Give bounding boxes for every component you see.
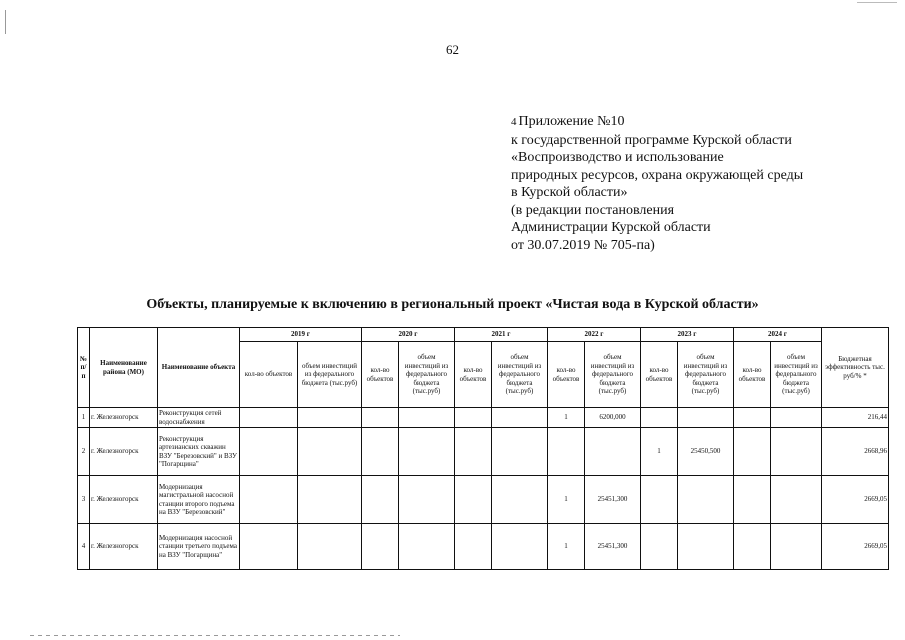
header-count-2020: кол-во объектов xyxy=(362,342,399,408)
appendix-line-8: от 30.07.2019 № 705-па) xyxy=(511,237,655,253)
row-count-2021 xyxy=(455,476,492,524)
row-invest-2023 xyxy=(678,408,734,428)
row-count-2024 xyxy=(734,428,771,476)
header-year-2019: 2019 г xyxy=(240,328,362,342)
row-count-2019 xyxy=(240,408,298,428)
row-num: 3 xyxy=(78,476,90,524)
header-count-2024: кол-во объектов xyxy=(734,342,771,408)
row-district: г. Железногорск xyxy=(90,408,158,428)
page-number: 62 xyxy=(446,42,459,57)
row-invest-2020 xyxy=(399,428,455,476)
row-invest-2019 xyxy=(298,524,362,570)
row-invest-2020 xyxy=(399,524,455,570)
row-count-2020 xyxy=(362,428,399,476)
header-efficiency: Бюджетная эффективность тыс. руб/% * xyxy=(822,328,889,408)
appendix-line-4: природных ресурсов, охрана окружающей среды xyxy=(511,167,804,183)
handwritten-mark: 4 xyxy=(511,116,517,128)
header-count-2021: кол-во объектов xyxy=(455,342,492,408)
row-district: г. Железногорск xyxy=(90,428,158,476)
header-year-2023: 2023 г xyxy=(641,328,734,342)
row-invest-2021 xyxy=(492,476,548,524)
row-invest-2019 xyxy=(298,428,362,476)
row-invest-2023: 25450,500 xyxy=(678,428,734,476)
row-count-2024 xyxy=(734,476,771,524)
table-row xyxy=(78,476,889,524)
row-invest-2024 xyxy=(771,428,822,476)
header-invest-2022: объем инвестиций из федерального бюджета (тыс.руб) xyxy=(585,342,641,408)
header-year-2020: 2020 г xyxy=(362,328,455,342)
scan-artifact-bottom xyxy=(30,635,400,636)
row-count-2021 xyxy=(455,428,492,476)
row-object: Модернизация магистральной насосной станции второго подъема на ВЗУ "Березовский" xyxy=(158,476,240,524)
table-row xyxy=(78,428,889,476)
table-row xyxy=(78,524,889,570)
row-count-2022: 1 xyxy=(548,476,585,524)
row-invest-2022: 25451,300 xyxy=(585,476,641,524)
row-count-2024 xyxy=(734,524,771,570)
row-district: г. Железногорск xyxy=(90,476,158,524)
table-row xyxy=(78,408,889,428)
row-count-2022 xyxy=(548,428,585,476)
appendix-line-6: (в редакции постановления xyxy=(511,202,675,218)
row-invest-2019 xyxy=(298,408,362,428)
row-count-2023 xyxy=(641,408,678,428)
row-invest-2022: 25451,300 xyxy=(585,524,641,570)
row-count-2019 xyxy=(240,428,298,476)
row-invest-2020 xyxy=(399,476,455,524)
row-invest-2020 xyxy=(399,408,455,428)
row-invest-2021 xyxy=(492,524,548,570)
row-count-2022: 1 xyxy=(548,408,585,428)
row-invest-2024 xyxy=(771,524,822,570)
header-object: Наименование объекта xyxy=(158,328,240,408)
scan-artifact-top xyxy=(857,2,897,3)
row-count-2023 xyxy=(641,524,678,570)
row-object: Реконструкция сетей водоснабжения xyxy=(158,408,240,428)
header-year-2024: 2024 г xyxy=(734,328,822,342)
row-count-2021 xyxy=(455,408,492,428)
row-invest-2024 xyxy=(771,408,822,428)
header-count-2023: кол-во объектов xyxy=(641,342,678,408)
appendix-line-7: Администрации Курской области xyxy=(511,220,711,235)
appendix-line-5: в Курской области» xyxy=(511,185,628,200)
row-efficiency: 2669,05 xyxy=(822,524,889,570)
row-invest-2022: 6200,000 xyxy=(585,408,641,428)
row-count-2019 xyxy=(240,524,298,570)
header-year-2022: 2022 г xyxy=(548,328,641,342)
row-invest-2024 xyxy=(771,476,822,524)
appendix-block xyxy=(511,113,803,254)
row-invest-2021 xyxy=(492,428,548,476)
row-object: Модернизация насосной станции третьего подъема на ВЗУ "Погарщина" xyxy=(158,524,240,570)
row-count-2020 xyxy=(362,408,399,428)
header-num: № п/п xyxy=(78,328,90,408)
row-count-2021 xyxy=(455,524,492,570)
row-efficiency: 2668,96 xyxy=(822,428,889,476)
row-count-2022: 1 xyxy=(548,524,585,570)
header-count-2019: кол-во объектов xyxy=(240,342,298,408)
header-district: Наименование района (МО) xyxy=(90,328,158,408)
row-count-2020 xyxy=(362,524,399,570)
appendix-line-2: к государственной программе Курской области xyxy=(511,132,792,148)
header-row-years xyxy=(78,328,889,342)
document-title: Объекты, планируемые к включению в региональный проект «Чистая вода в Курской области» xyxy=(146,297,759,312)
row-num: 4 xyxy=(78,524,90,570)
row-efficiency: 2669,05 xyxy=(822,476,889,524)
appendix-line-1: 4 Приложение №10 xyxy=(511,114,625,129)
row-num: 2 xyxy=(78,428,90,476)
header-invest-2024: объем инвестиций из федерального бюджета (тыс.руб) xyxy=(771,342,822,408)
header-invest-2021: объем инвестиций из федерального бюджета (тыс.руб) xyxy=(492,342,548,408)
row-invest-2023 xyxy=(678,476,734,524)
header-count-2022: кол-во объектов xyxy=(548,342,585,408)
header-invest-2019: объем инвестиций из федерального бюджета (тыс.руб) xyxy=(298,342,362,408)
row-invest-2023 xyxy=(678,524,734,570)
row-invest-2019 xyxy=(298,476,362,524)
row-efficiency: 216,44 xyxy=(822,408,889,428)
row-count-2024 xyxy=(734,408,771,428)
scan-artifact-left xyxy=(5,10,6,34)
row-invest-2022 xyxy=(585,428,641,476)
row-district: г. Железногорск xyxy=(90,524,158,570)
header-invest-2020: объем инвестиций из федерального бюджета (тыс.руб) xyxy=(399,342,455,408)
header-year-2021: 2021 г xyxy=(455,328,548,342)
appendix-line-3: «Воспроизводство и использование xyxy=(511,150,724,165)
row-count-2023: 1 xyxy=(641,428,678,476)
row-invest-2021 xyxy=(492,408,548,428)
table-body xyxy=(78,408,889,570)
row-object: Реконструкция артезианских скважин ВЗУ "Березовский" и ВЗУ "Погарщина" xyxy=(158,428,240,476)
objects-table xyxy=(77,327,889,570)
header-invest-2023: объем инвестиций из федерального бюджета (тыс.руб) xyxy=(678,342,734,408)
row-count-2023 xyxy=(641,476,678,524)
row-count-2020 xyxy=(362,476,399,524)
row-count-2019 xyxy=(240,476,298,524)
row-num: 1 xyxy=(78,408,90,428)
